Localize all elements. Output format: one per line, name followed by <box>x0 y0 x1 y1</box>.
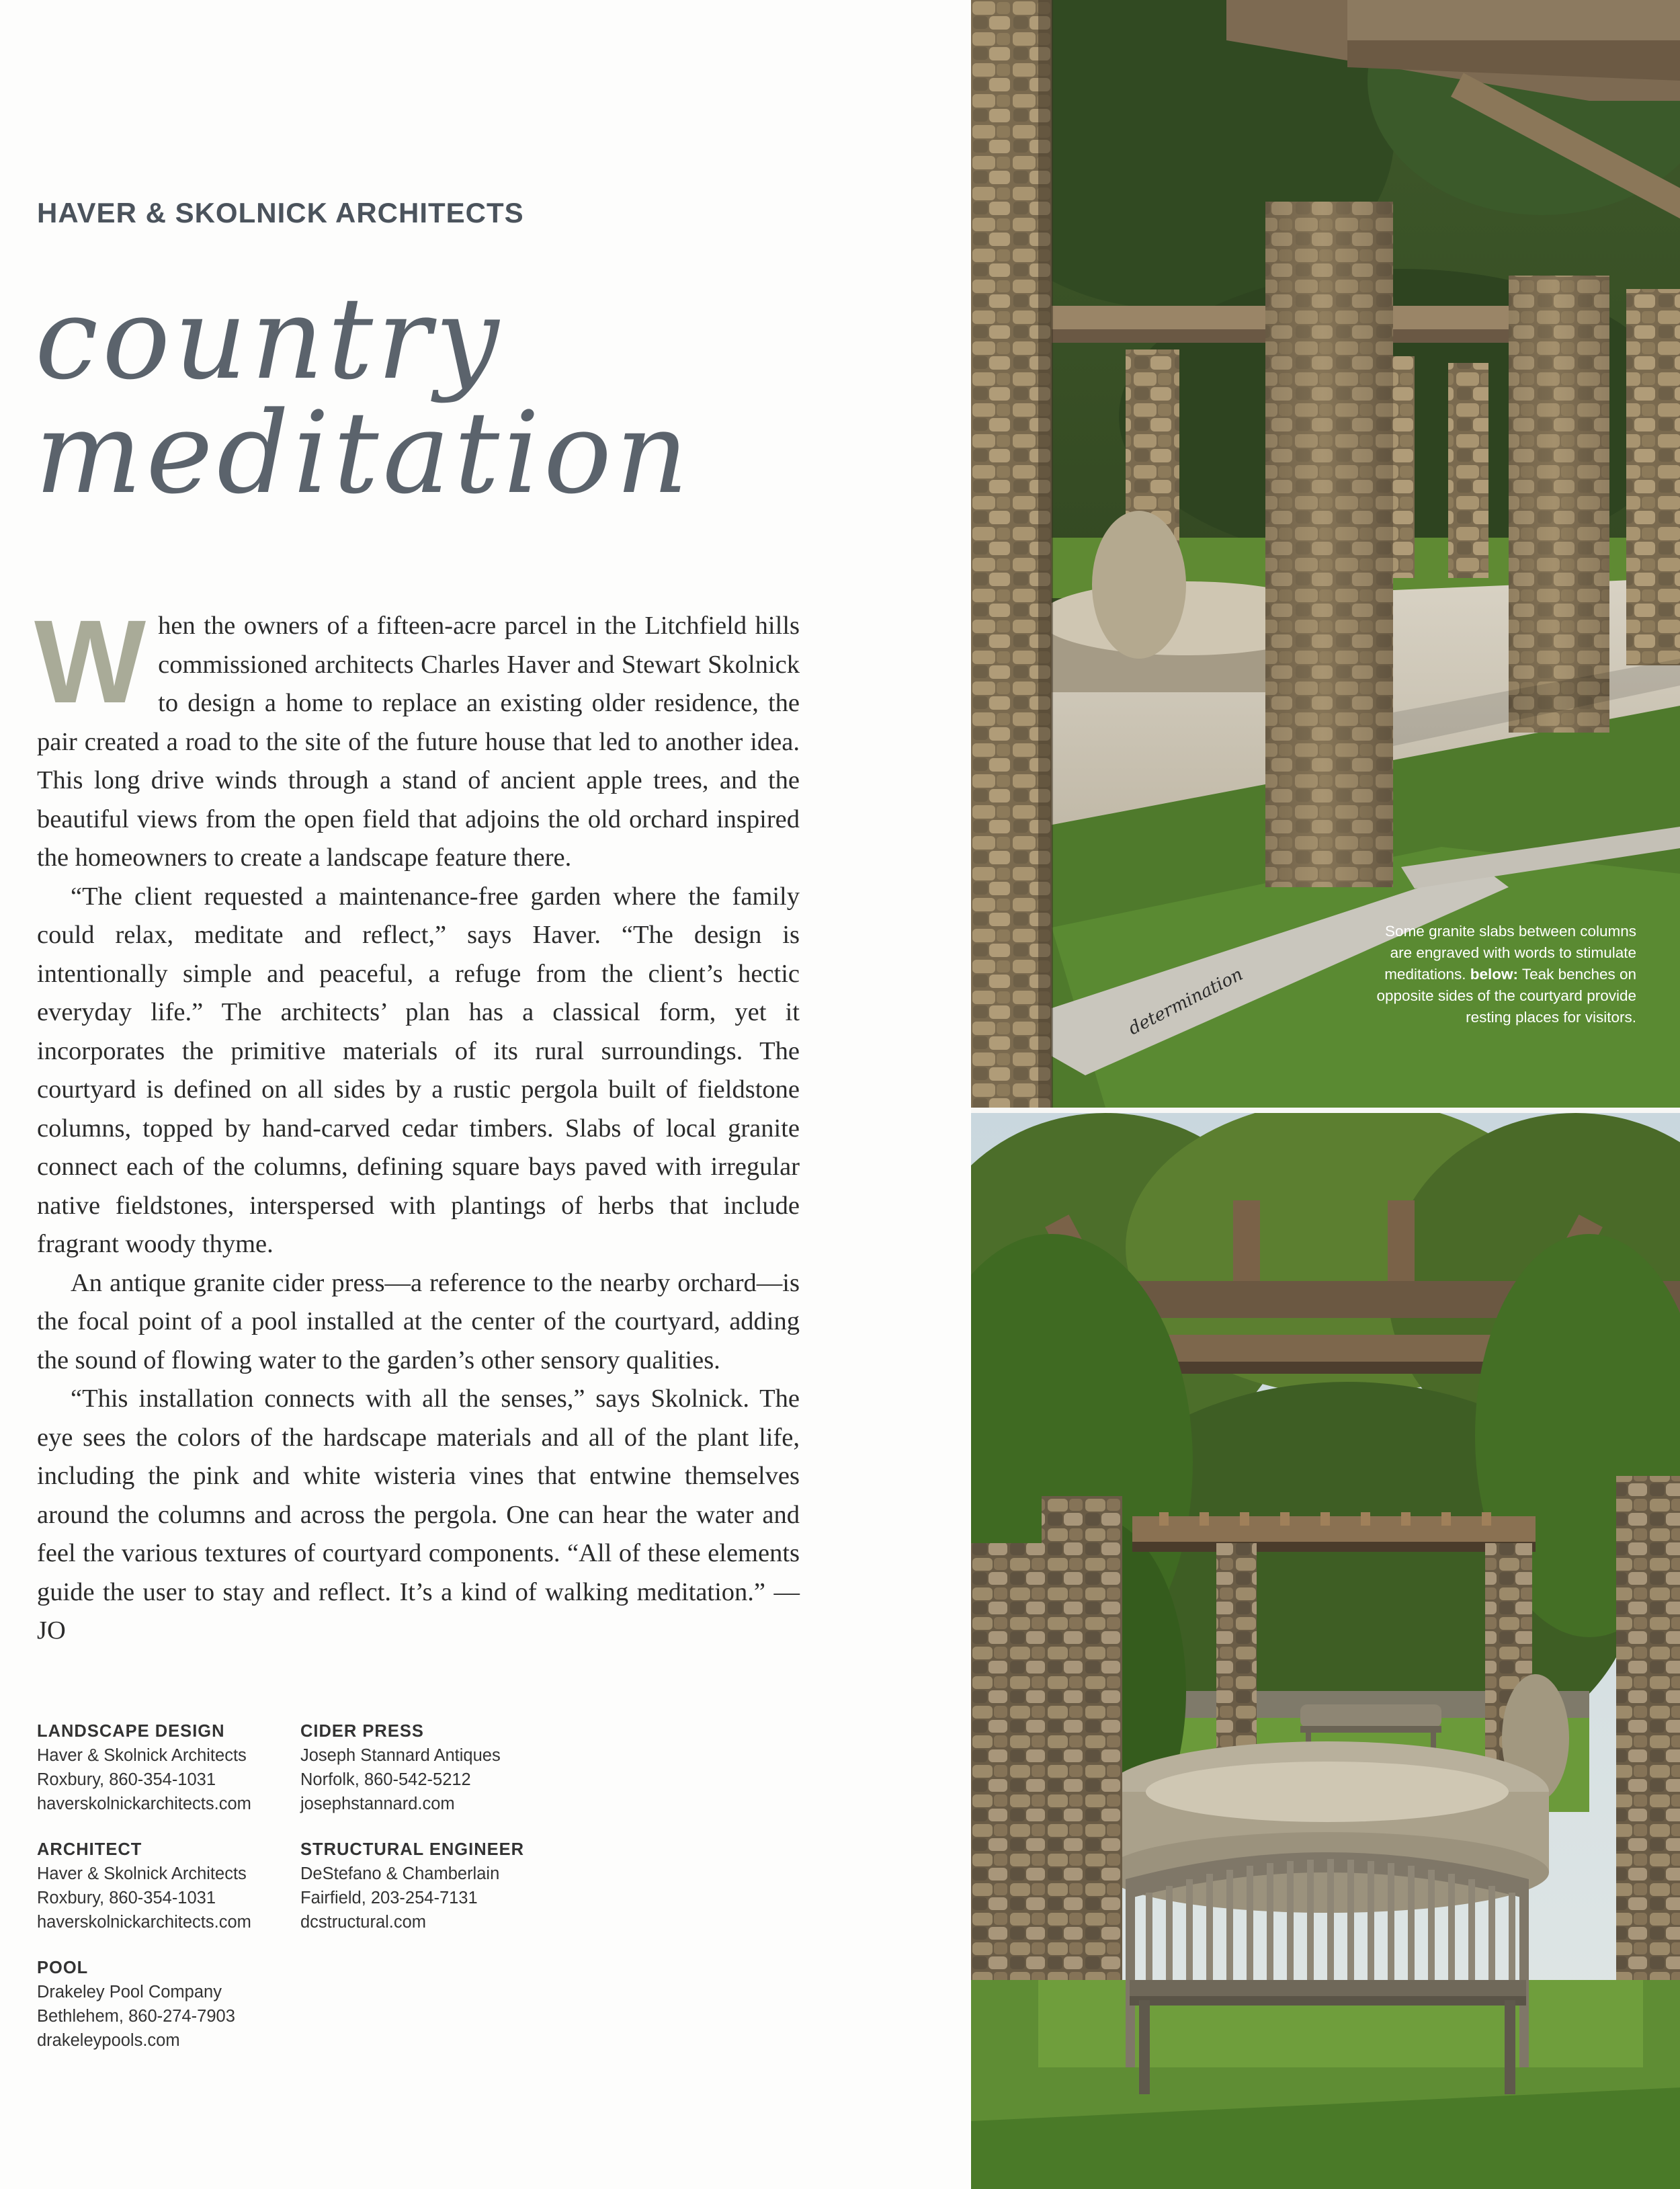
paragraph-1-text: hen the owners of a fifteen-acre parcel in the Litchfield hills commissioned architects Charles Haver and Stewart Skolnick to design a home to replace an existing older residence, the pair created a road to the site of the future house that led to another idea. This long drive winds through a stand of ancient apple trees, and the beautiful views from the open field that adjoins the old orchard inspired the homeowners to create a landscape feature there. <box>37 612 800 872</box>
credit-line: josephstannard.com <box>300 1794 455 1813</box>
bench-courtyard-photo <box>971 1113 1680 2189</box>
credit-structural-engineer <box>300 1837 556 1934</box>
credit-line: Fairfield, 203-254-7131 <box>300 1889 478 1907</box>
credit-line: DeStefano & Chamberlain <box>300 1864 500 1883</box>
credit-line: Joseph Stannard Antiques <box>300 1746 501 1765</box>
engraved-word: determination <box>1125 964 1247 1040</box>
credit-line: drakeleypools.com <box>37 2031 180 2050</box>
credit-line: Bethlehem, 860-274-7903 <box>37 2007 235 2026</box>
credit-line: Roxbury, 860-354-1031 <box>37 1889 216 1907</box>
paragraph-2: “The client requested a maintenance-free garden where the family could relax, meditate and reflect,” says Haver. “The design is intentionally simple and peaceful, a refuge from the client’s hectic everyday life.” The architects’ plan has a classical form, yet it incorporates the primitive materials of its rural surroundings. The courtyard is defined on all sides by a rustic pergola built of fieldstone columns, topped by hand-carved cedar timbers. Slabs of local granite connect each of the columns, defining square bays paved with irregular native fieldstones, interspersed with plantings of herbs that include fragrant woody thyme. <box>37 882 800 1258</box>
drop-cap: W <box>34 596 146 728</box>
credit-architect <box>37 1837 292 1934</box>
kicker: HAVER & SKOLNICK ARCHITECTS <box>37 197 524 229</box>
credit-heading: POOL <box>37 1958 89 1977</box>
credit-line: Drakeley Pool Company <box>37 1983 222 2001</box>
credit-line: haverskolnickarchitects.com <box>37 1794 251 1813</box>
credit-line: dcstructural.com <box>300 1913 427 1932</box>
paragraph-4: “This installation connects with all the senses,” says Skolnick. The eye sees the colors of the hardscape materials and all of the plant life, including the pink and white wisteria vines that entwine themselves around the columns and across the pergola. One can hear the water and feel the various textures of courtyard components. “All of these elements guide the user to stay and reflect. It’s a kind of walking meditation.” —JO <box>37 1385 800 1645</box>
credit-cider-press <box>300 1719 556 1816</box>
paragraph-1 <box>34 596 800 878</box>
photo-divider <box>971 1108 1680 1113</box>
photo-column <box>971 0 1680 2189</box>
caption-text-2: Teak benches on opposite sides of the courtyard provide resting places for visitors. <box>1376 966 1636 1026</box>
paragraph-3: An antique granite cider press—a reference to the nearby orchard—is the focal point of a pool installed at the center of the courtyard, adding the sound of flowing water to the garden’s other sensory qualities. <box>37 1268 800 1374</box>
credit-pool <box>37 1956 292 2053</box>
credit-landscape-design <box>37 1719 292 1816</box>
credit-line: Haver & Skolnick Architects <box>37 1746 247 1765</box>
credit-heading: LANDSCAPE DESIGN <box>37 1722 225 1741</box>
article-body <box>34 596 800 1651</box>
pergola-columns-photo <box>971 0 1680 1108</box>
credit-heading: CIDER PRESS <box>300 1722 424 1741</box>
credit-line: haverskolnickarchitects.com <box>37 1913 251 1932</box>
credit-line: Roxbury, 860-354-1031 <box>37 1770 216 1789</box>
credit-line: Haver & Skolnick Architects <box>37 1864 247 1883</box>
credit-heading: ARCHITECT <box>37 1840 142 1859</box>
caption-direction: below: <box>1470 966 1519 983</box>
credit-line: Norfolk, 860-542-5212 <box>300 1770 471 1789</box>
title-line-1: country <box>35 273 503 405</box>
photo-caption <box>1368 921 1636 1028</box>
title-line-2: meditation <box>35 387 693 519</box>
caption-text: Some granite slabs between columns are engraved with words to stimulate meditations. <box>1384 923 1636 983</box>
credit-heading: STRUCTURAL ENGINEER <box>300 1840 525 1859</box>
